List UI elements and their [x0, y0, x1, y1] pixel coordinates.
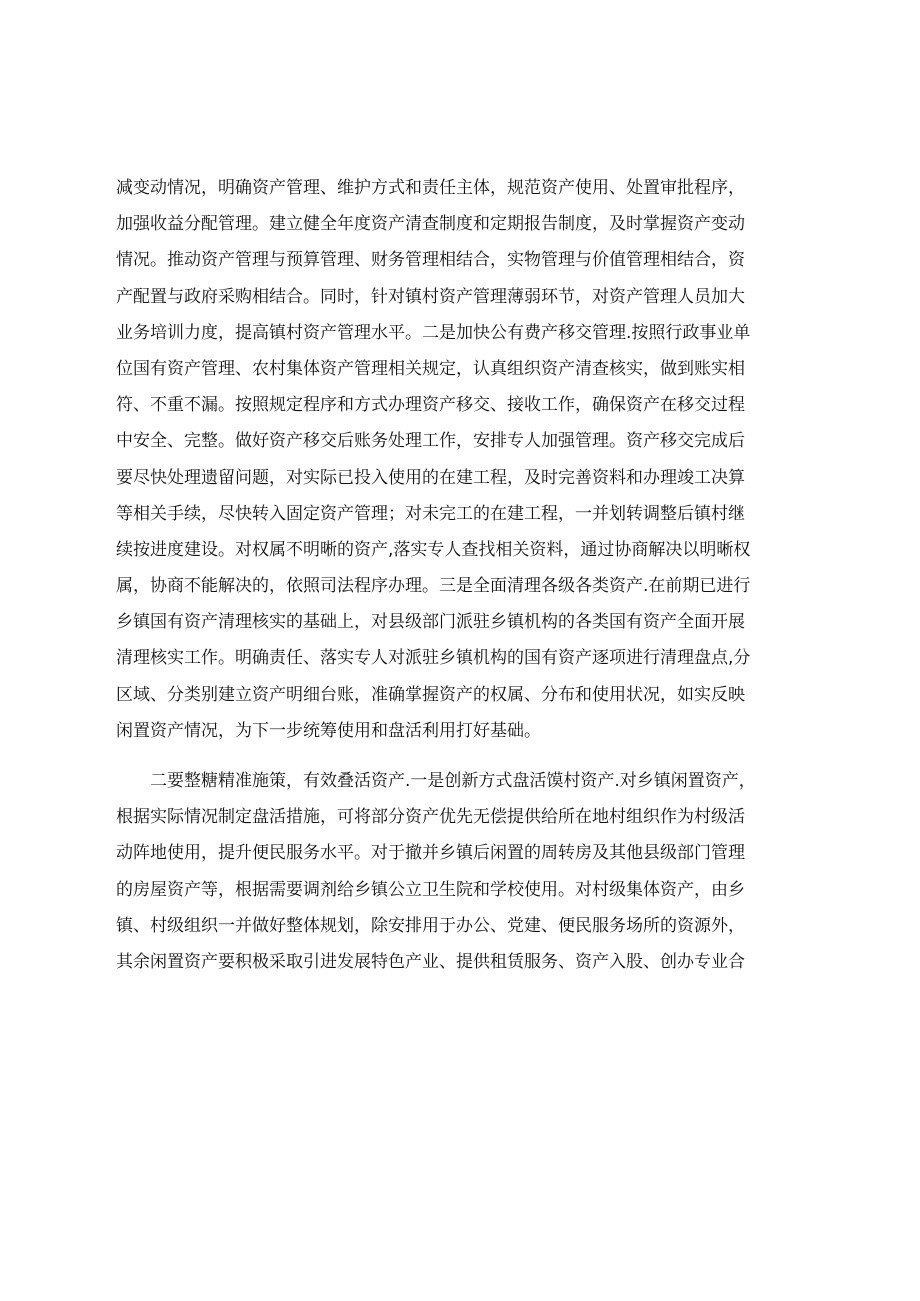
paragraph-gap	[116, 749, 806, 763]
text-line: 区域、分类别建立资产明细台账，准确掌握资产的权属、分布和使用状况，如实反映	[116, 684, 745, 705]
text-line: 其余闲置资产要积极采取引进发展特色产业、提供租赁服务、资产入股、创办专业合	[116, 951, 745, 972]
text-line: 乡镇国有资产清理核实的基础上，对县级部门派驻乡镇机构的各类国有资产全面开展	[116, 612, 745, 633]
text-line: 加强收益分配管理。建立健全年度资产清查制度和定期报告制度，及时掌握资产变动	[116, 214, 745, 235]
paragraph-2	[116, 763, 806, 980]
text-line: 动阵地使用，提升便民服务水平。对于撤并乡镇后闲置的周转房及其他县级部门管理	[116, 843, 745, 864]
text-line: 清理核实工作。明确责任、落实专人对派驻乡镇机构的国有资产逐项进行清理盘点,分	[116, 648, 751, 669]
text-line: 情况。推动资产管理与预算管理、财务管理相结合，实物管理与价值管理相结合，资	[116, 250, 745, 271]
text-line: 续按进度建设。对权属不明晰的资产,落实专人查找相关资料，通过协商解决以明晰权	[116, 539, 751, 560]
text-line: 闲置资产情况，为下一步统筹使用和盘活利用打好基础。	[116, 720, 541, 741]
text-line: 符、不重不漏。按照规定程序和方式办理资产移交、接收工作，确保资产在移交过程	[116, 395, 745, 416]
text-line: 产配置与政府采购相结合。同时，针对镇村资产管理薄弱环节，对资产管理人员加大	[116, 286, 745, 307]
text-line: 属，协商不能解决的，依照司法程序办理。三是全面清理各级各类资产.在前期已进行	[116, 576, 751, 597]
text-line-indented: 二要整糖精准施策，有效叠活资产.一是创新方式盘活馍村资产.对乡镇闲置资产，	[150, 771, 756, 791]
text-line: 根据实际情况制定盘活措施，可将部分资产优先无偿提供给所在地村组织作为村级活	[116, 807, 745, 828]
text-line: 等相关手续，尽快转入固定资产管理；对未完工的在建工程，一并划转调整后镇村继	[116, 503, 745, 524]
text-line: 的房屋资产等，根据需要调剂给乡镇公立卫生院和学校使用。对村级集体资产，由乡	[116, 879, 745, 900]
text-line: 中安全、完整。做好资产移交后账务处理工作，安排专人加强管理。资产移交完成后	[116, 431, 745, 452]
text-line: 减变动情况，明确资产管理、维护方式和责任主体，规范资产使用、处置审批程序，	[116, 178, 745, 198]
text-line: 业务培训力度，提高镇村资产管理水平。二是加快公有费产移交管理.按照行政事业单	[116, 322, 751, 343]
paragraph-1	[116, 170, 806, 749]
document-body	[116, 170, 806, 980]
text-line: 要尽快处理遗留问题，对实际已投入使用的在建工程，及时完善资料和办理竣工决算	[116, 467, 745, 488]
text-line: 镇、村级组织一并做好整体规划，除安排用于办公、党建、便民服务场所的资源外，	[116, 915, 745, 936]
text-line: 位国有资产管理、农村集体资产管理相关规定，认真组织资产清查核实，做到账实相	[116, 358, 745, 379]
